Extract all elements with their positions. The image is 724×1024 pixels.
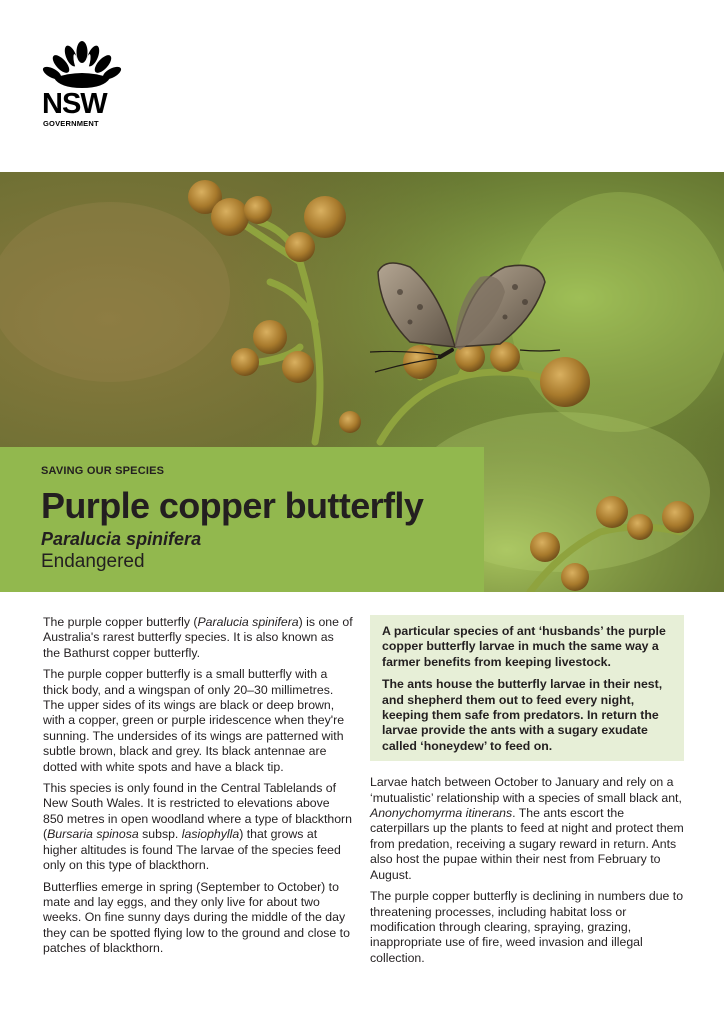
page-title: Purple copper butterfly — [41, 485, 424, 526]
conservation-status: Endangered — [41, 550, 145, 572]
description-paragraph: The purple copper butterfly is a small butterfly with a thick body, and a wingspan of only 20–30 millimetres. The upper sides of its wings are black or deep brown, with a copper, green or purple iridescence when they're sunning. The undersides of its wings are patterned with subtle brown, black and grey. Its black antennae are dotted with white spots and have a black tip. — [43, 667, 345, 774]
scientific-name: Paralucia spinifera — [41, 529, 202, 549]
threats-paragraph: The purple copper butterfly is declining in numbers due to threatening processes, including habitat loss or modification through clearing, spraying, grazing, inappropriate use of fire, weed invasion and illegal collection. — [370, 889, 684, 965]
logo-wordmark: NSW — [42, 88, 107, 120]
right-column — [370, 615, 684, 972]
callout-box — [370, 615, 684, 761]
callout-paragraph: A particular species of ant ‘husbands’ the purple copper butterfly larvae in much the same way a farmer benefits from keeping livestock. — [382, 624, 666, 669]
intro-paragraph: The purple copper butterfly (Paralucia spinifera) is one of Australia's rarest butterfly species. It is also known as the Bathurst copper butterfly. — [43, 615, 353, 660]
callout-paragraph: The ants house the butterfly larvae in their nest, and shepherd them out to feed every night, keeping them safe from predators. In return the larvae provide the ants with a sugary exudate called ‘honeydew’ to feed on. — [382, 677, 663, 753]
nsw-government-logo — [40, 40, 124, 132]
larvae-paragraph: Larvae hatch between October to January and rely on a ‘mutualistic’ relationship with a species of small black ant, Anonychomyrma itinerans. The ants escort the caterpillars up the plants to feed at night and protect them from predation, receiving a sugary reward in return. Ants also host the pupae within their nest from February to August. — [370, 775, 684, 882]
distribution-paragraph: This species is only found in the Central Tablelands of New South Wales. It is restricted to elevations above 850 metres in open woodland where a type of blackthorn (Bursaria spinosa subsp. lasiophylla) that grows at higher altitudes is found The larvae of the species feed only on this type of blackthorn. — [43, 781, 352, 873]
waratah-icon — [40, 40, 124, 90]
left-column — [43, 615, 353, 963]
title-panel — [0, 447, 484, 592]
section-kicker: SAVING OUR SPECIES — [41, 465, 165, 477]
lifecycle-paragraph: Butterflies emerge in spring (September to October) to mate and lay eggs, and they only live for about two weeks. On fine sunny days during the middle of the day they can be spotted flying low to the ground and close to patches of blackthorn. — [43, 879, 350, 956]
logo-subtitle: GOVERNMENT — [43, 119, 99, 128]
